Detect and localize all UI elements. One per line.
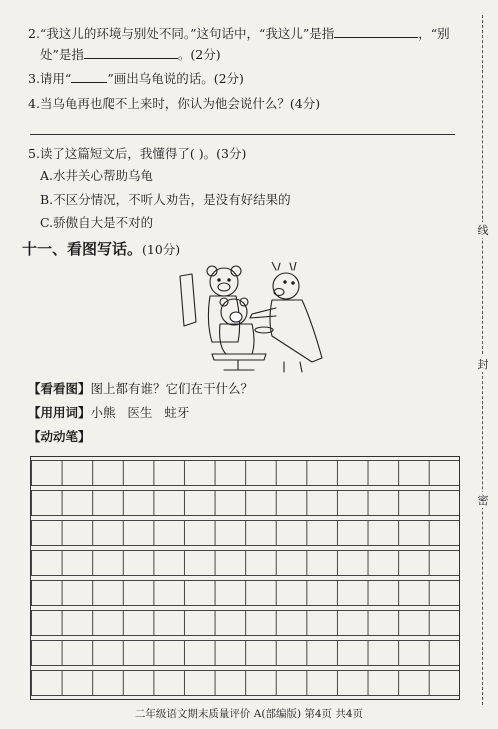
write-line xyxy=(28,429,91,445)
section-11-heading xyxy=(22,238,180,259)
q4-text: 4.当乌龟再也爬不上来时，你认为他会说什么？(4分) xyxy=(28,96,321,111)
doctor-antlers xyxy=(272,262,296,270)
q3-start: 3.请用“ xyxy=(28,71,72,86)
q4-answer-line[interactable] xyxy=(30,134,455,135)
q3-line xyxy=(28,71,244,87)
chair-back xyxy=(180,274,196,326)
q2-tail: ，“别 xyxy=(418,26,450,41)
words-tag: 【用用词】 xyxy=(28,405,91,420)
grid-row[interactable] xyxy=(31,610,459,636)
grid-row[interactable] xyxy=(31,490,459,516)
grid-row[interactable] xyxy=(31,580,459,606)
q5-option-a: A.水井关心帮助乌龟 xyxy=(40,168,154,183)
look-at-picture-line xyxy=(28,381,253,397)
q2-answer-blank-1[interactable] xyxy=(334,26,418,38)
chair-base xyxy=(224,360,254,370)
write-tag: 【动动笔】 xyxy=(28,429,91,444)
writing-grid[interactable] xyxy=(30,456,460,700)
patient-body xyxy=(220,324,254,354)
q2-line2-end: 。(2分) xyxy=(177,47,221,62)
seal-char-seal: 封 xyxy=(477,358,489,371)
look-text: 图上都有谁？它们在干什么？ xyxy=(90,381,254,396)
bear-dentist-illustration xyxy=(172,262,332,374)
doctor-dress xyxy=(270,300,322,362)
chair-seat xyxy=(212,354,266,360)
grid-row[interactable] xyxy=(31,520,459,546)
bear-head xyxy=(210,268,238,296)
grid-row[interactable] xyxy=(31,550,459,576)
q2-answer-blank-2[interactable] xyxy=(84,47,178,59)
words-text: 小熊 医生 蛀牙 xyxy=(90,405,190,420)
q2-line2 xyxy=(40,47,221,63)
q5-option-b: B.不区分情况，不听人劝告，是没有好结果的 xyxy=(40,192,291,207)
q3-end: ”画出乌龟说的话。(2分) xyxy=(107,71,244,86)
q2-line1 xyxy=(28,26,450,42)
q2-line2-start: 处”是指 xyxy=(40,47,84,62)
doctor-legs xyxy=(284,362,302,372)
section-11-title: 十一、看图写话。 xyxy=(22,240,143,258)
page-footer: 二年级语文期末质量评价 A(部编版) 第4页 共4页 xyxy=(134,708,364,720)
grid-row[interactable] xyxy=(31,670,459,696)
seal-char-secret: 密 xyxy=(477,494,489,507)
q5-stem: 5.读了这篇短文后，我懂得了( )。(3分) xyxy=(28,146,247,161)
seal-char-line: 线 xyxy=(477,224,489,237)
grid-row[interactable] xyxy=(31,640,459,666)
doctor-arm xyxy=(250,308,276,318)
q2-text: 2.“我这儿的环境与别处不同。”这句话中，“我这儿”是指 xyxy=(28,26,335,41)
look-tag: 【看看图】 xyxy=(28,381,91,396)
q5-option-c: C.骄傲自大是不对的 xyxy=(40,215,154,230)
q3-mark-sample xyxy=(71,71,107,83)
section-11-score: (10分) xyxy=(142,242,181,257)
use-words-line xyxy=(28,405,189,421)
grid-row[interactable] xyxy=(31,460,459,486)
